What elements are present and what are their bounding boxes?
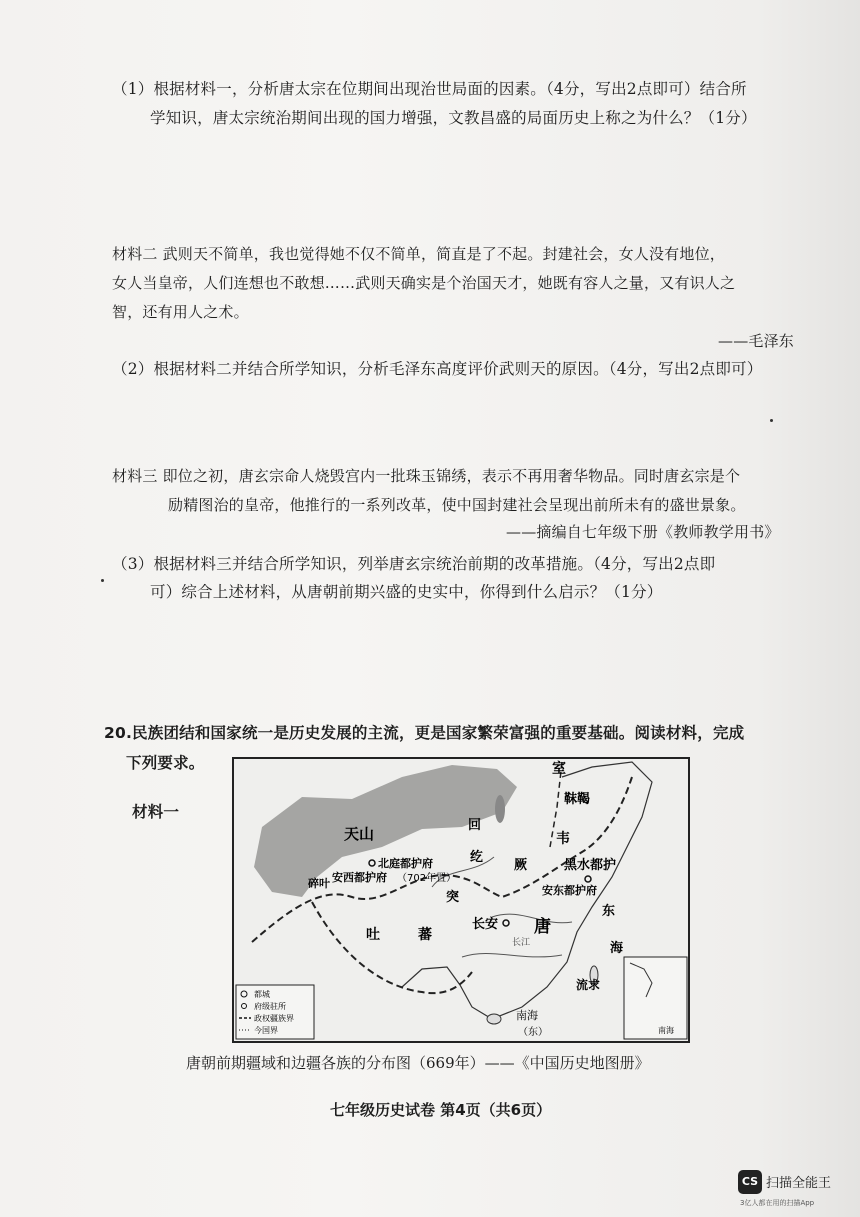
material1-label: 材料一 [132,803,180,821]
speck [770,419,773,422]
map-label-wei: 韦 [556,831,570,847]
map-label-heishui: 黑水都护 [564,858,617,873]
legend-capital-label: 都城 [254,990,270,999]
material3-line-1: 材料三 即位之初，唐玄宗命人烧毁宫内一批珠玉锦绣，表示不再用奢华物品。同时唐玄宗是个 [112,467,741,485]
map-caption: 唐朝前期疆域和边疆各族的分布图（669年）——《中国历史地图册》 [186,1054,650,1072]
material3-line-2: 励精图治的皇帝，他推行的一系列改革，使中国封建社会呈现出前所未有的盛世景象。 [168,496,746,514]
map-label-tu: 突 [446,890,460,905]
material2-line-1: 材料二 武则天不简单，我也觉得她不仅不简单，简直是了不起。封建社会，女人没有地位， [112,245,725,263]
map-label-tu2: 吐 [366,927,380,943]
map-label-beiting: 北庭都护府 [378,857,433,870]
q20-line-1: 20.民族团结和国家统一是历史发展的主流，更是国家繁荣富强的重要基础。阅读材料，完成 [104,724,745,742]
q1-line-1: （1）根据材料一，分析唐太宗在位期间出现治世局面的因素。（4分，写出2点即可）结合所 [112,80,747,98]
material3-source: ——摘编自七年级下册《教师教学用书》 [506,523,780,541]
legend-garrison-label: 府级驻所 [254,1002,286,1011]
map-label-hai: 海 [610,941,624,956]
scanner-watermark [738,1170,848,1210]
map-label-shi: 室 [552,761,566,777]
map-label-andong: 安东都护府 [542,884,597,897]
speck [101,579,104,582]
map-label-beiting-year: （702年置） [397,873,457,884]
map-label-suiye: 碎叶 [308,877,330,890]
map-label-changan: 长安 [472,917,499,932]
map-label-tianshan: 天山 [344,825,375,843]
map-label-liuqiu: 流求 [576,978,601,992]
legend-modern-label: 今国界 [254,1026,278,1035]
island [487,1014,501,1024]
q3-line-2: 可）综合上述材料，从唐朝前期兴盛的史实中，你得到什么启示？（1分） [150,583,663,601]
map-label-donghai-paren: （东） [518,1027,548,1038]
tang-territory-map [232,757,690,1043]
lake [495,795,505,823]
legend-boundary-label: 政权疆族界 [254,1014,294,1023]
map-label-hui: 回 [468,818,482,833]
material2-source: ——毛泽东 [718,332,795,350]
map-label-mohe: 靺鞨 [564,792,591,807]
map-label-bo: 蕃 [418,927,432,943]
map-label-anxi: 安西都护府 [332,871,387,884]
map-label-tang: 唐 [534,917,551,937]
map-label-dong: 东 [602,904,616,919]
q1-line-2: 学知识，唐太宗统治期间出现的国力增强，文教昌盛的局面历史上称之为什么？（1分） [150,109,757,127]
watermark-app-name: 扫描全能王 [766,1176,832,1191]
map-label-changjiang: 长江 [512,938,531,948]
map-label-he: 纥 [470,850,484,865]
material2-line-2: 女人当皇帝，人们连想也不敢想……武则天确实是个治国天才，她既有容人之量，又有识人之 [112,274,736,292]
south-sea-inset [624,957,687,1039]
page-footer: 七年级历史试卷 第4页（共6页） [330,1101,552,1119]
map-label-nanhai: 南海 [516,1009,538,1022]
material2-line-3: 智，还有用人之术。 [112,303,249,321]
map-label-jue: 厥 [514,858,528,873]
q3-line-1: （3）根据材料三并结合所学知识，列举唐玄宗统治前期的改革措施。（4分，写出2点即 [112,555,716,573]
inset-label-nanhai: 南海 [658,1026,674,1035]
camscanner-logo: CS [738,1170,762,1194]
q2-line-1: （2）根据材料二并结合所学知识，分析毛泽东高度评价武则天的原因。（4分，写出2点即可） [112,360,763,378]
watermark-tagline: 3亿人都在用的扫描App [740,1199,815,1207]
q20-line-2: 下列要求。 [126,754,205,772]
